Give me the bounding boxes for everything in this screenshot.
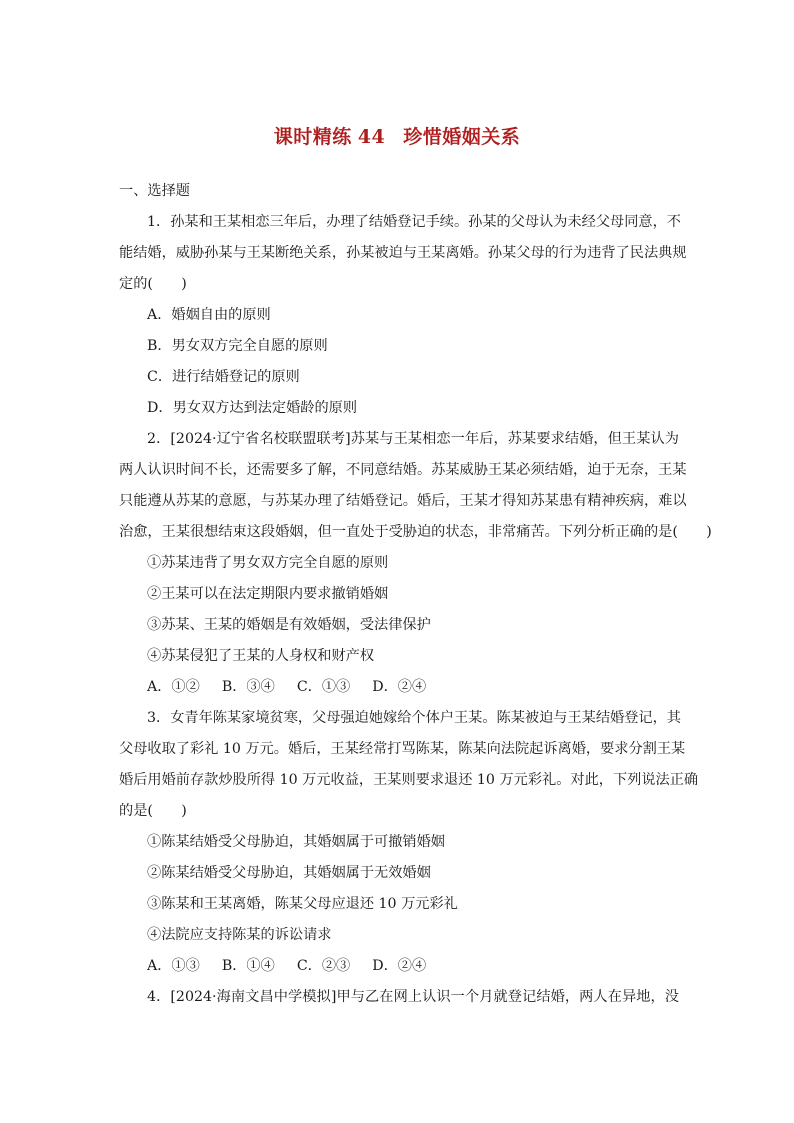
question-3 — [119, 703, 699, 982]
statement-3: ③苏某、王某的婚姻是有效婚姻，受法律保护 — [147, 617, 431, 633]
question-text: 能结婚，威胁孙某与王某断绝关系，孙某被迫与王某离婚。孙某父母的行为违背了民法典规 — [119, 245, 687, 261]
question-text: 两人认识时间不长，还需要多了解，不同意结婚。苏某威胁王某必须结婚，迫于无奈，王某 — [119, 462, 687, 478]
option-c: C．进行结婚登记的原则 — [147, 369, 300, 385]
question-4 — [119, 982, 679, 1013]
question-text: 2．[2024·辽宁省名校联盟联考]苏某与王某相恋一年后，苏某要求结婚，但王某认为 — [147, 431, 679, 447]
question-1 — [119, 207, 687, 424]
statement-1: ①陈某结婚受父母胁迫，其婚姻属于可撤销婚姻 — [147, 834, 445, 850]
question-text: 父母收取了彩礼 10 万元。婚后，王某经常打骂陈某，陈某向法院起诉离婚，要求分割王某 — [119, 741, 686, 757]
statement-4: ④法院应支持陈某的诉讼请求 — [147, 927, 332, 943]
choice-d: D．②④ — [372, 679, 427, 695]
choice-d: D．②④ — [372, 958, 427, 974]
question-text: 定的( ) — [119, 276, 187, 292]
section-heading: 一、选择题 — [119, 183, 190, 199]
question-text: 1．孙某和王某相恋三年后，办理了结婚登记手续。孙某的父母认为未经父母同意，不 — [147, 214, 681, 230]
choice-b: B．①④ — [221, 958, 275, 974]
option-d: D．男女双方达到法定婚龄的原则 — [147, 400, 358, 416]
question-text: 的是( ) — [119, 803, 187, 819]
choice-a: A．①③ — [147, 958, 200, 974]
choice-c: C．②③ — [296, 958, 351, 974]
option-a: A．婚姻自由的原则 — [147, 307, 271, 323]
statement-1: ①苏某违背了男女双方完全自愿的原则 — [147, 555, 389, 571]
question-text: 4．[2024·海南文昌中学模拟]甲与乙在网上认识一个月就登记结婚，两人在异地，没 — [147, 989, 679, 1005]
statement-4: ④苏某侵犯了王某的人身权和财产权 — [147, 648, 375, 664]
statement-2: ②王某可以在法定期限内要求撤销婚姻 — [147, 586, 389, 602]
choice-b: B．③④ — [221, 679, 275, 695]
choice-a: A．①② — [147, 679, 200, 695]
question-text: 婚后用婚前存款炒股所得 10 万元收益，王某则要求退还 10 万元彩礼。对此，下列说法正确 — [119, 772, 699, 788]
question-2 — [119, 424, 712, 703]
statement-2: ②陈某结婚受父母胁迫，其婚姻属于无效婚姻 — [147, 865, 431, 881]
page-title: 课时精练 44 珍惜婚姻关系 — [273, 126, 521, 148]
question-text: 3．女青年陈某家境贫寒，父母强迫她嫁给个体户王某。陈某被迫与王某结婚登记，其 — [147, 710, 681, 726]
answer-choices — [119, 672, 679, 703]
question-text: 只能遵从苏某的意愿，与苏某办理了结婚登记。婚后，王某才得知苏某患有精神疾病，难以 — [119, 493, 687, 509]
statement-3: ③陈某和王某离婚，陈某父母应退还 10 万元彩礼 — [147, 896, 458, 912]
option-b: B．男女双方完全自愿的原则 — [147, 338, 328, 354]
answer-choices — [119, 951, 679, 982]
question-text: 治愈，王某很想结束这段婚姻，但一直处于受胁迫的状态，非常痛苦。下列分析正确的是( ) — [119, 524, 712, 540]
question-content — [119, 176, 712, 1013]
choice-c: C．①③ — [296, 679, 351, 695]
